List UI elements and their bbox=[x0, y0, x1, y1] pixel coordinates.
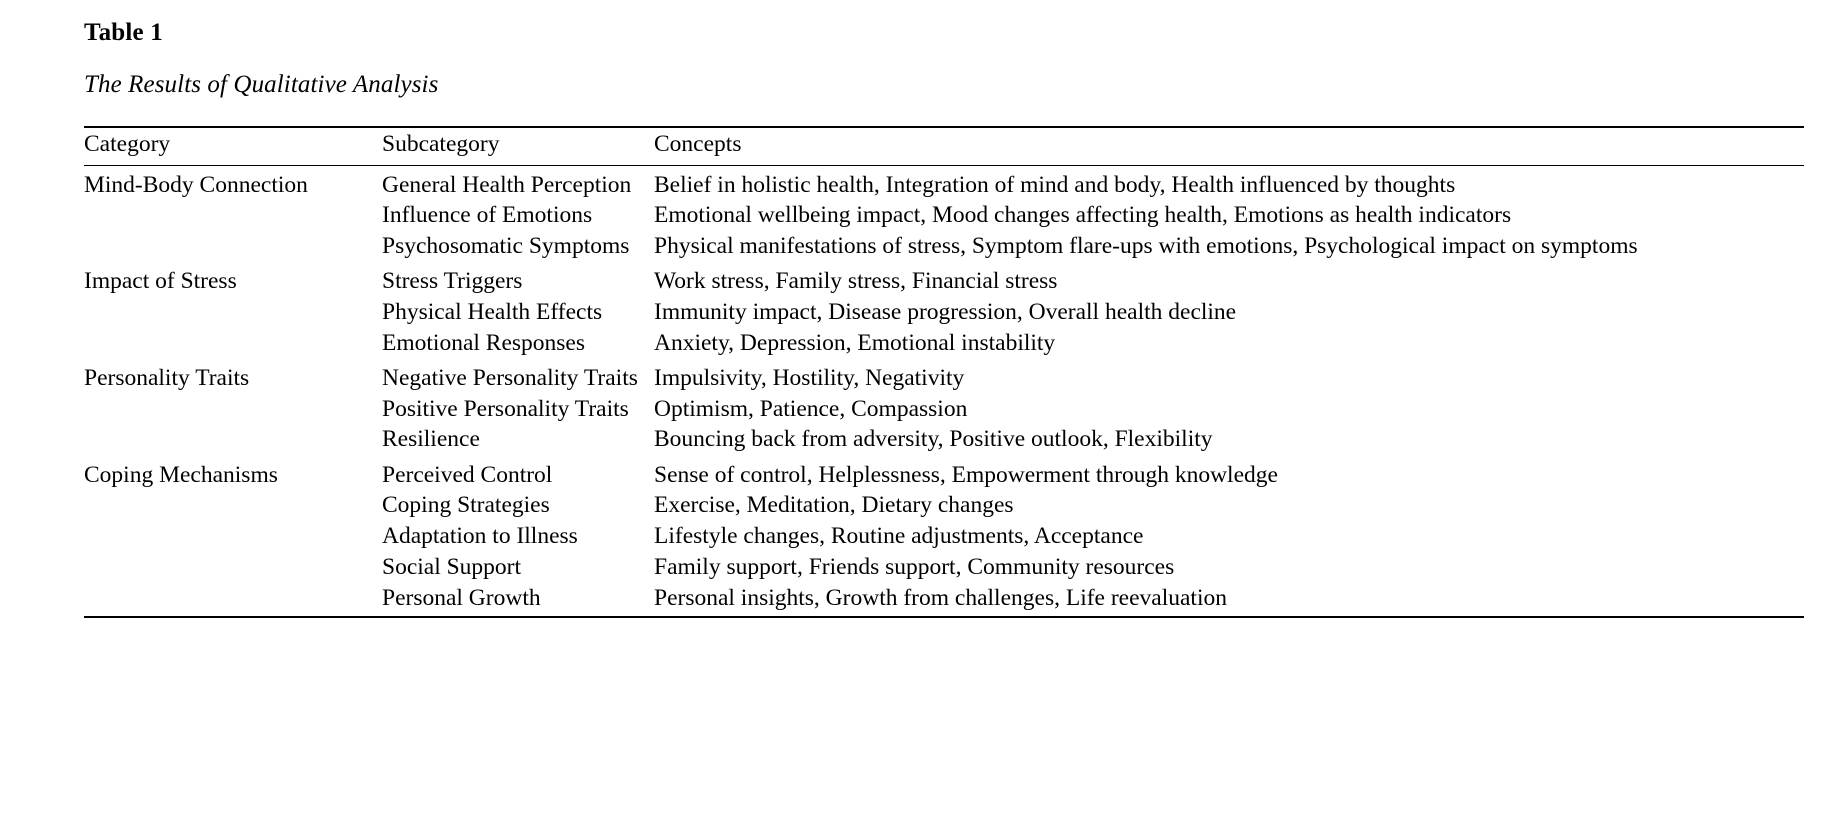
cell-subcategory: Adaptation to Illness bbox=[382, 523, 578, 550]
table-row bbox=[84, 491, 1804, 522]
column-header-subcategory: Subcategory bbox=[382, 131, 500, 157]
cell-subcategory: Social Support bbox=[382, 553, 522, 580]
cell-subcategory: Psychosomatic Symptoms bbox=[382, 233, 630, 260]
cell-concepts: Lifestyle changes, Routine adjustments, Acceptance bbox=[654, 523, 1144, 550]
table-row bbox=[84, 201, 1804, 232]
cell-subcategory: Negative Personality Traits bbox=[382, 365, 638, 392]
cell-concepts: Physical manifestations of stress, Symptom flare-ups with emotions, Psychological impact on symptoms bbox=[654, 233, 1638, 260]
cell-category bbox=[84, 201, 382, 232]
cell-concepts: Emotional wellbeing impact, Mood changes affecting health, Emotions as health indicators bbox=[654, 202, 1512, 229]
cell-subcategory: Positive Personality Traits bbox=[382, 395, 629, 422]
table-row bbox=[84, 394, 1804, 425]
cell-category bbox=[84, 491, 382, 522]
table-row bbox=[84, 328, 1804, 359]
cell-concepts: Exercise, Meditation, Dietary changes bbox=[654, 492, 1014, 519]
cell-category: Coping Mechanisms bbox=[84, 461, 278, 488]
table-row bbox=[84, 359, 1804, 394]
cell-subcategory: Physical Health Effects bbox=[382, 299, 603, 326]
cell-concepts: Sense of control, Helplessness, Empowerment through knowledge bbox=[654, 461, 1278, 488]
cell-subcategory: Influence of Emotions bbox=[382, 202, 593, 229]
cell-concepts: Personal insights, Growth from challenges, Life reevaluation bbox=[654, 584, 1227, 611]
cell-category bbox=[84, 394, 382, 425]
table-row bbox=[84, 552, 1804, 583]
cell-concepts: Optimism, Patience, Compassion bbox=[654, 395, 968, 422]
cell-concepts: Immunity impact, Disease progression, Overall health decline bbox=[654, 299, 1237, 326]
cell-category: Impact of Stress bbox=[84, 268, 237, 295]
cell-category bbox=[84, 298, 382, 329]
cell-subcategory: Resilience bbox=[382, 426, 480, 453]
cell-concepts: Family support, Friends support, Community resources bbox=[654, 553, 1175, 580]
cell-category bbox=[84, 522, 382, 553]
cell-category bbox=[84, 583, 382, 617]
qualitative-analysis-table bbox=[84, 126, 1804, 618]
table-row bbox=[84, 165, 1804, 201]
cell-subcategory: Emotional Responses bbox=[382, 329, 585, 356]
table-header bbox=[84, 127, 1804, 165]
table-row bbox=[84, 298, 1804, 329]
table-row bbox=[84, 232, 1804, 263]
cell-subcategory: General Health Perception bbox=[382, 171, 632, 198]
cell-concepts: Anxiety, Depression, Emotional instability bbox=[654, 329, 1056, 356]
cell-concepts: Work stress, Family stress, Financial stress bbox=[654, 268, 1058, 295]
cell-subcategory: Perceived Control bbox=[382, 461, 553, 488]
table-row bbox=[84, 583, 1804, 617]
table-row bbox=[84, 262, 1804, 297]
cell-concepts: Impulsivity, Hostility, Negativity bbox=[654, 365, 965, 392]
cell-subcategory: Stress Triggers bbox=[382, 268, 523, 295]
cell-category: Mind-Body Connection bbox=[84, 171, 308, 198]
cell-concepts: Bouncing back from adversity, Positive outlook, Flexibility bbox=[654, 426, 1213, 453]
column-header-concepts: Concepts bbox=[654, 131, 742, 157]
table-header-row bbox=[84, 127, 1804, 165]
table-row bbox=[84, 456, 1804, 491]
cell-subcategory: Coping Strategies bbox=[382, 492, 550, 519]
table-body bbox=[84, 165, 1804, 617]
column-header-category: Category bbox=[84, 131, 171, 157]
cell-subcategory: Personal Growth bbox=[382, 584, 541, 611]
cell-category bbox=[84, 232, 382, 263]
table-title: The Results of Qualitative Analysis bbox=[84, 71, 439, 98]
table-row bbox=[84, 522, 1804, 553]
cell-category: Personality Traits bbox=[84, 365, 250, 392]
cell-category bbox=[84, 328, 382, 359]
table-row bbox=[84, 425, 1804, 456]
table-number: Table 1 bbox=[84, 19, 163, 46]
cell-category bbox=[84, 425, 382, 456]
cell-concepts: Belief in holistic health, Integration of mind and body, Health influenced by thoughts bbox=[654, 171, 1456, 198]
cell-category bbox=[84, 552, 382, 583]
